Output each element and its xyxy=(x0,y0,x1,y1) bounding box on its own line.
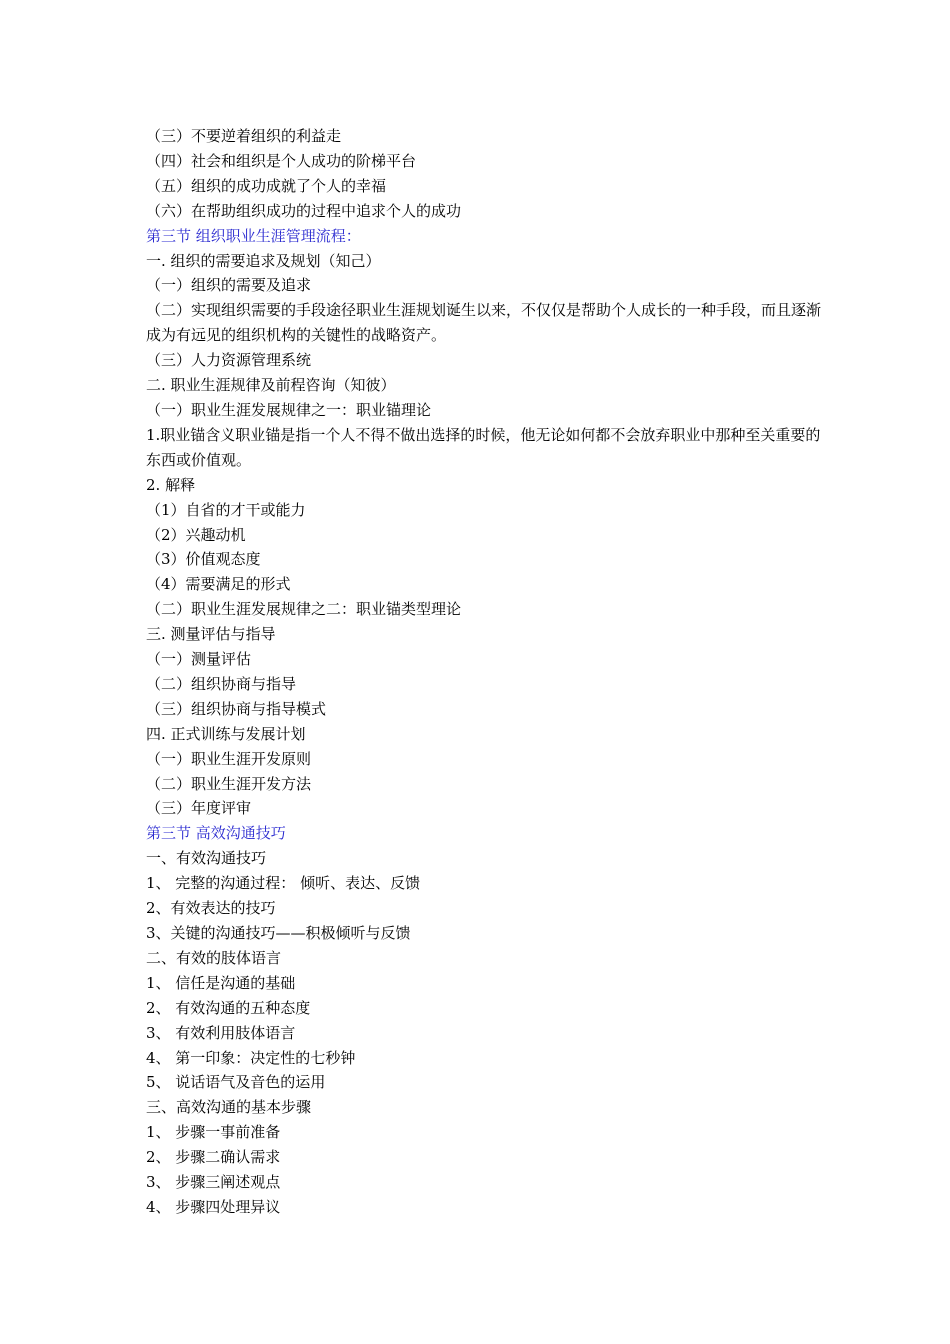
list-item-5: （五）组织的成功成就了个人的幸福 xyxy=(146,176,387,195)
list-item-4: （四）社会和组织是个人成功的阶梯平台 xyxy=(146,151,417,170)
list-item: （1）自省的才干或能力 xyxy=(146,500,306,519)
list-item: （2）兴趣动机 xyxy=(146,525,246,544)
list-item: （一）职业生涯发展规律之一：职业锚理论 xyxy=(146,400,432,419)
subheading-body-language: 二、有效的肢体语言 xyxy=(146,948,282,967)
list-item: （三）人力资源管理系统 xyxy=(146,351,312,370)
subheading-org-needs: 一. 组织的需要追求及规划（知己） xyxy=(146,251,381,270)
list-item-3: （三）不要逆着组织的利益走 xyxy=(146,127,342,145)
subheading-assessment: 三. 测量评估与指导 xyxy=(146,625,276,644)
list-item: （一）职业生涯开发原则 xyxy=(146,749,312,768)
list-item-6: （六）在帮助组织成功的过程中追求个人的成功 xyxy=(146,201,462,220)
subheading-career-laws: 二. 职业生涯规律及前程咨询（知彼） xyxy=(146,376,396,395)
list-item: （4）需要满足的形式 xyxy=(146,575,291,594)
list-item: 1、 步骤一事前准备 xyxy=(146,1123,281,1142)
list-item: （二）组织协商与指导 xyxy=(146,674,297,693)
list-item: 2、 有效沟通的五种态度 xyxy=(146,998,311,1017)
section-heading-communication: 第三节 高效沟通技巧 xyxy=(146,824,286,843)
list-item: （三）年度评审 xyxy=(146,799,252,818)
list-item: 2、 步骤二确认需求 xyxy=(146,1148,281,1167)
list-item: （一）组织的需要及追求 xyxy=(146,276,312,295)
list-item: （一）测量评估 xyxy=(146,650,252,669)
list-item: 2. 解释 xyxy=(146,475,196,494)
subheading-training: 四. 正式训练与发展计划 xyxy=(146,724,306,743)
list-item: 4、 第一印象：决定性的七秒钟 xyxy=(146,1048,356,1067)
paragraph-career-planning: （二）实现组织需要的手段途径职业生涯规划诞生以来，不仅仅是帮助个人成长的一种手段，而且逐渐成为有远见的组织机构的关键性的战略资产。 xyxy=(146,301,822,345)
list-item: （三）组织协商与指导模式 xyxy=(146,699,327,718)
list-item: 3、 步骤三阐述观点 xyxy=(146,1173,281,1192)
list-item: 3、关键的沟通技巧——积极倾听与反馈 xyxy=(146,924,411,942)
paragraph-career-anchor: 1.职业锚含义职业锚是指一个人不得不做出选择的时候，他无论如何都不会放弃职业中那种至关重要的东西或价值观。 xyxy=(146,425,821,469)
section-heading-career-process: 第三节 组织职业生涯管理流程： xyxy=(146,226,361,245)
subheading-basic-steps: 三、高效沟通的基本步骤 xyxy=(146,1098,312,1117)
list-item: 4、 步骤四处理异议 xyxy=(146,1197,281,1216)
list-item: 1、 信任是沟通的基础 xyxy=(146,973,296,992)
list-item: 5、 说话语气及音色的运用 xyxy=(146,1073,326,1092)
list-item: 2、有效表达的技巧 xyxy=(146,899,276,918)
subheading-effective-communication: 一、有效沟通技巧 xyxy=(146,849,267,868)
list-item: 3、 有效利用肢体语言 xyxy=(146,1023,296,1042)
list-item: （3）价值观态度 xyxy=(146,550,261,569)
list-item: 1、 完整的沟通过程： 倾听、表达、反馈 xyxy=(146,874,421,893)
document-page xyxy=(146,124,826,1220)
list-item: （二）职业生涯开发方法 xyxy=(146,774,312,793)
list-item: （二）职业生涯发展规律之二：职业锚类型理论 xyxy=(146,600,462,619)
